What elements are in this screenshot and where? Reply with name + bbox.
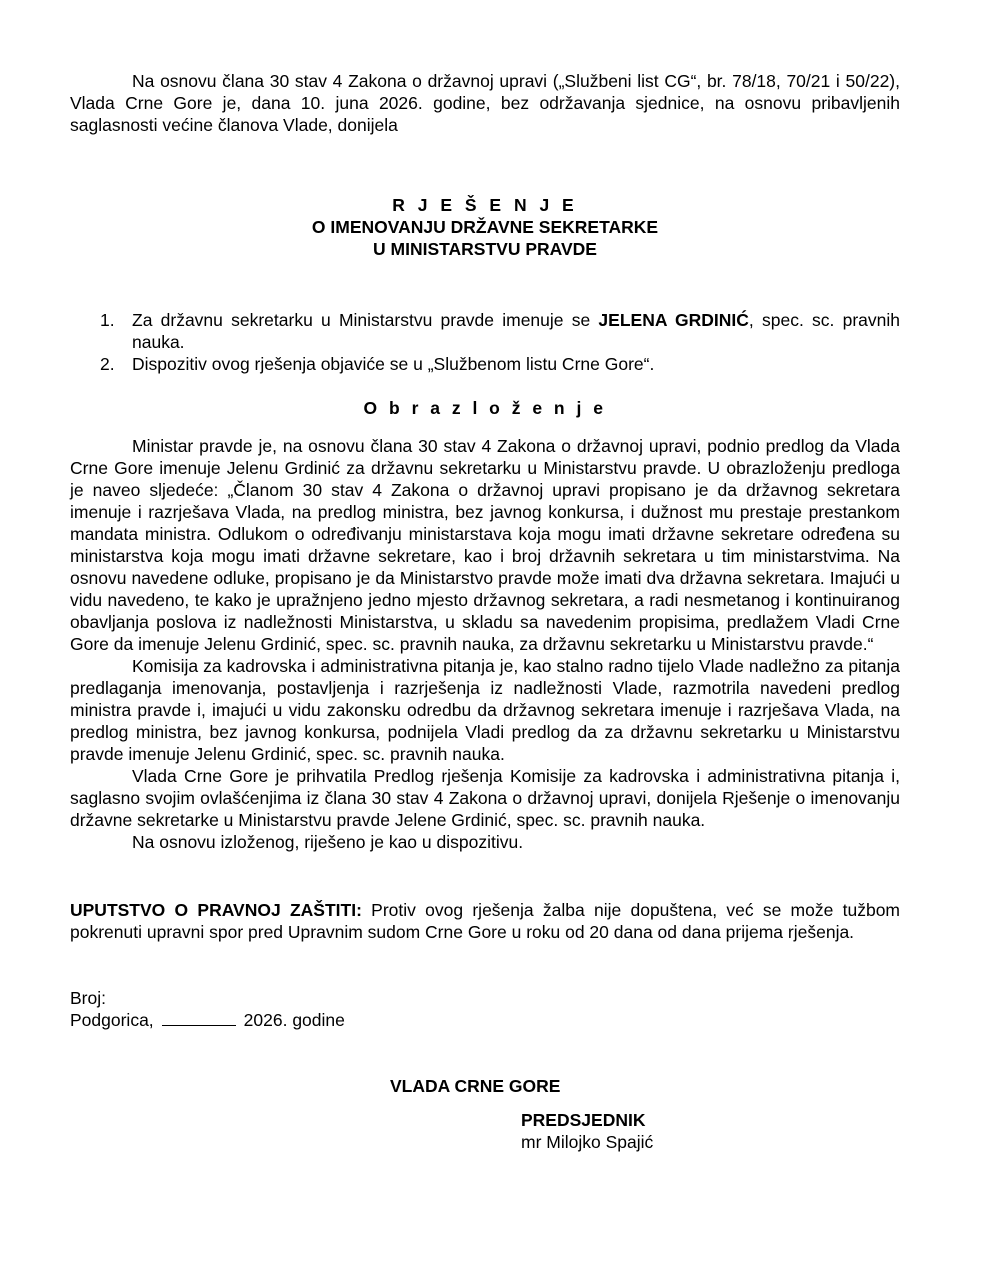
disposition-item xyxy=(70,353,900,375)
obrazlozenje-paragraph: Na osnovu izloženog, riješeno je kao u dispozitivu. xyxy=(132,832,524,852)
intro-paragraph: Na osnovu člana 30 stav 4 Zakona o državnoj upravi („Službeni list CG“, br. 78/18, 70/21 i 50/22), Vlada Crne Gore je, dana 10. juna 2026. godine, bez održavanja sjednice, na osnovu pribavljenih saglasnosti većine članova Vlade, donijela xyxy=(70,71,900,135)
document-title xyxy=(70,194,900,260)
year-label: 2026. godine xyxy=(243,1010,345,1030)
disposition-list xyxy=(70,309,900,375)
obrazlozenje-paragraph: Vlada Crne Gore je prihvatila Predlog rješenja Komisije za kadrovska i administrativna pitanja i, saglasno svojim ovlašćenjima iz člana 30 stav 4 Zakona o državnoj upravi, donijela Rješenje o imenovanju državne sekretarke u Ministarstvu pravde Jelene Grdinić, spec. sc. pravnih nauka. xyxy=(70,766,900,830)
reference-block xyxy=(70,987,900,1031)
legal-remedy-text: Protiv ovog rješenja žalba nije dopuštena, već se može tužbom pokrenuti upravni spor pred Upravnim sudom Crne Gore u roku od 20 dana od dana prijema rješenja. xyxy=(70,900,900,942)
title-line-rjesenje: R J E Š E N J E xyxy=(392,195,578,215)
legal-remedy-label: UPUTSTVO O PRAVNOJ ZAŠTITI: xyxy=(70,900,362,920)
broj-label: Broj: xyxy=(70,988,106,1008)
obrazlozenje-paragraph: Komisija za kadrovska i administrativna pitanja je, kao stalno radno tijelo Vlade nadležno za pitanja predlaganja imenovanja, postavljenja i razrješenja iz nadležnosti Vlade, razmotrila navedeni predlog ministra pravde i, imajući u vidu zakonsku odredbu da državnog sekretara imenuje i razrješava Vlada, na predlog ministra, bez javnog konkursa, podnijela Vladi predlog da za državnu sekretarku u Ministarstvu pravde imenuje Jelenu Grdinić, spec. sc. pravnih nauka. xyxy=(70,656,900,764)
signatory-role: PREDSJEDNIK xyxy=(521,1110,646,1130)
title-line-subject: O IMENOVANJU DRŽAVNE SEKRETARKE xyxy=(311,217,659,237)
appointee-name: JELENA GRDINIĆ xyxy=(598,310,749,330)
disposition-text-before: Za državnu sekretarku u Ministarstvu pravde imenuje se xyxy=(132,310,599,330)
disposition-number: 1. xyxy=(100,310,115,330)
obrazlozenje-paragraph: Ministar pravde je, na osnovu člana 30 stav 4 Zakona o državnoj upravi, podnio predlog da Vlada Crne Gore imenuje Jelenu Grdinić za državnu sekretarku u Ministarstvu pravde. U obrazloženju predloga je naveo sljedeće: „Članom 30 stav 4 Zakona o državnoj upravi propisano je da državnog sekretara imenuje i razrješava Vlada, na predlog ministra, bez javnog konkursa, i dužnost mu prestaje prestankom mandata ministra. Odlukom o određivanju ministarstava koja mogu imati državne sekretare određena su ministarstva koja mogu imati državne sekretare, kao i broj državnih sekretara u tim ministarstvima. Na osnovu navedene odluke, propisano je da Ministarstvo pravde može imati dva državna sekretara. Imajući u vidu navedeno, te kako je upražnjeno jedno mjesto državnog sekretara, a radi nesmetanog i kontinuiranog obavljanja poslova iz nadležnosti Ministarstva, u skladu sa navedenim propisima, predlažem Vladi Crne Gore da imenuje Jelenu Grdinić, spec. sc. pravnih nauka, za državnu sekretarku u Ministarstvu pravde.“ xyxy=(70,436,900,654)
disposition-item xyxy=(70,309,900,353)
disposition-number: 2. xyxy=(100,354,115,374)
place-label: Podgorica, xyxy=(70,1010,154,1030)
disposition-text-after: , spec. sc. pravnih nauka. xyxy=(132,310,900,352)
disposition-text xyxy=(132,309,900,353)
place-date-line xyxy=(70,1009,900,1031)
signatory-name: mr Milojko Spajić xyxy=(521,1132,654,1152)
title-line-ministry: U MINISTARSTVU PRAVDE xyxy=(373,239,597,259)
legal-remedy-paragraph xyxy=(70,899,900,943)
obrazlozenje-heading: O b r a z l o ž e n j e xyxy=(363,398,607,418)
signature-block xyxy=(70,1109,900,1153)
date-blank xyxy=(162,1011,236,1026)
disposition-text: Dispozitiv ovog rješenja objaviće se u „Službenom listu Crne Gore“. xyxy=(132,354,655,374)
institution-name: VLADA CRNE GORE xyxy=(390,1076,561,1096)
document-page xyxy=(70,70,900,1153)
